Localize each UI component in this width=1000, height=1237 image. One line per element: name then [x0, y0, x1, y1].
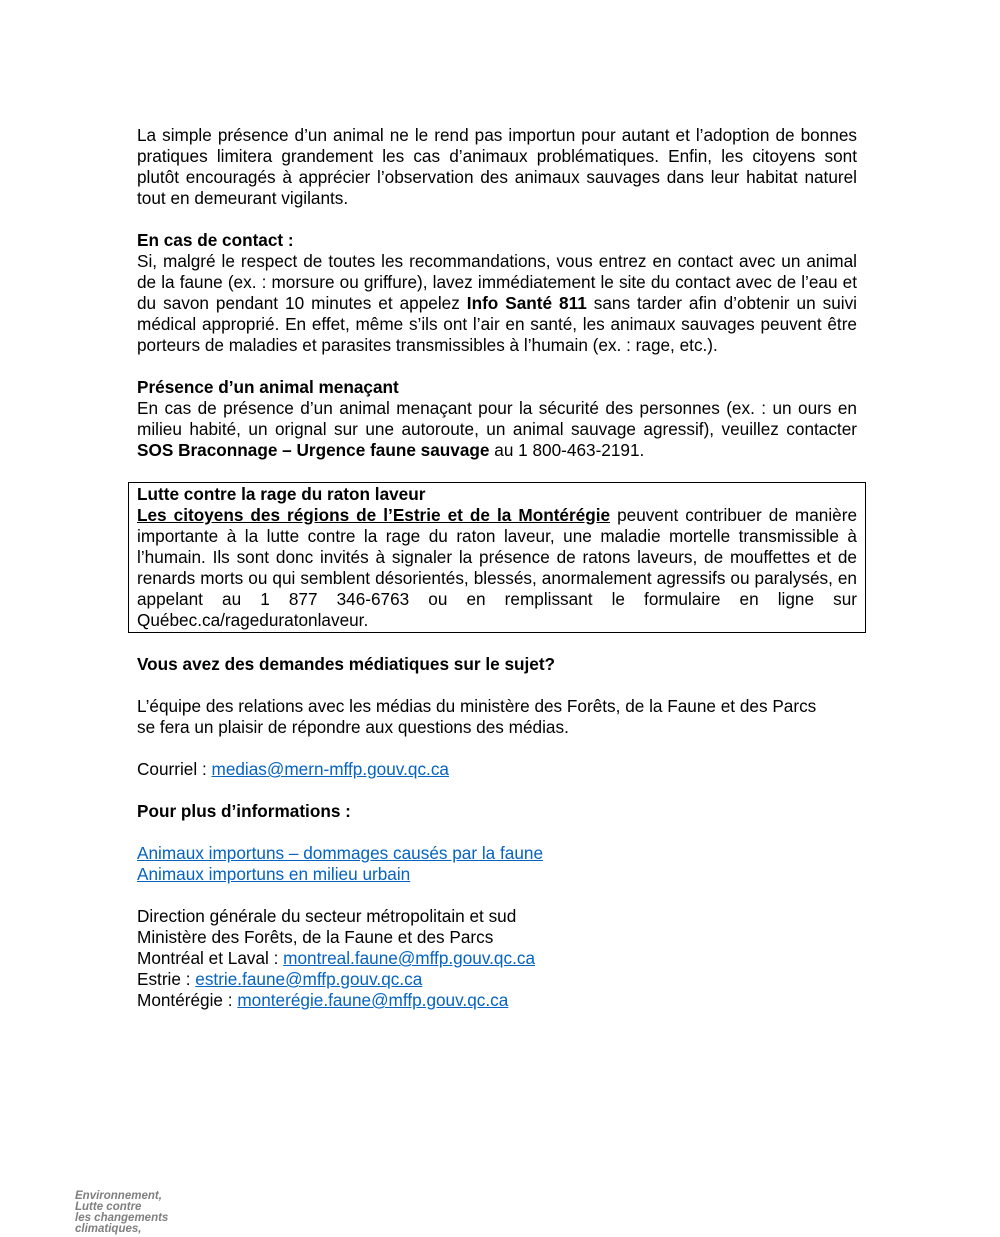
more-info-link-2-line	[137, 864, 857, 885]
urban-nuisance-animals-link[interactable]: Animaux importuns en milieu urbain	[137, 864, 411, 884]
rabies-paragraph: Les citoyens des régions de l’Estrie et de la Montérégie peuvent contribuer de manière importante à la lutte contre la rage du raton laveur, une maladie mortelle transmissible à l’humain. Ils sont donc invités à signaler la présence de ratons laveurs, de mouffettes et de renards morts ou qui semblent désorientés, blessés, anormalement agressifs ou paralysés, en appelant au 1 877 346-6763 ou en remplissant le formulaire en ligne sur Québec.ca/rageduratonlaveur.	[137, 505, 858, 630]
rabies-heading: Lutte contre la rage du raton laveur	[137, 484, 426, 504]
sos-braconnage-label: SOS Braconnage – Urgence faune sauvage	[137, 440, 490, 460]
spacer	[137, 822, 857, 843]
ministry-logo	[75, 1191, 168, 1235]
media-paragraph: L’équipe des relations avec les médias du ministère des Forêts, de la Faune et des Parcs se fera un plaisir de répondre aux questions des médias.	[137, 696, 817, 737]
spacer	[137, 633, 857, 654]
montreal-email-link[interactable]: montreal.faune@mffp.gouv.qc.ca	[283, 948, 536, 968]
spacer	[137, 461, 857, 482]
logo-line-2: Lutte contre	[75, 1201, 142, 1213]
logo-line-1: Environnement,	[75, 1190, 162, 1202]
rabies-box	[128, 482, 866, 633]
nuisance-animals-damage-link[interactable]: Animaux importuns – dommages causés par la faune	[137, 843, 544, 863]
contact-paragraph: Si, malgré le respect de toutes les recommandations, vous entrez en contact avec un animal de la faune (ex. : morsure ou griffure), lavez immédiatement le site du contact avec de l’eau et du savon pendant 10 minutes et appelez Info Santé 811 sans tarder afin d’obtenir un suivi médical approprié. En effet, même s’ils ont l’air en santé, les animaux sauvages peuvent être porteurs de maladies et parasites transmissibles à l’humain (ex. : rage, etc.).	[137, 251, 857, 355]
logo-line-4: climatiques,	[75, 1223, 142, 1235]
spacer	[137, 356, 857, 377]
monteregie-email-link[interactable]: monterégie.faune@mffp.gouv.qc.ca	[237, 990, 509, 1010]
intro-paragraph: La simple présence d’un animal ne le rend pas importun pour autant et l’adoption de bonnes pratiques limitera grandement les cas d’animaux problématiques. Enfin, les citoyens sont plutôt encouragés à apprécier l’observation des animaux sauvages dans leur habitat naturel tout en demeurant vigilants.	[137, 125, 857, 208]
directorate-line-2: Ministère des Forêts, de la Faune et des Parcs	[137, 927, 494, 947]
estrie-contact-line: Estrie : estrie.faune@mffp.gouv.qc.ca	[137, 969, 423, 989]
montreal-contact-line: Montréal et Laval : montreal.faune@mffp.gouv.qc.ca	[137, 948, 536, 968]
spacer	[137, 738, 857, 759]
rabies-regions: Les citoyens des régions de l’Estrie et de la Montérégie	[137, 505, 611, 525]
spacer	[137, 209, 857, 230]
spacer	[137, 780, 857, 801]
logo-line-3: les changements	[75, 1212, 169, 1224]
media-email-link[interactable]: medias@mern-mffp.gouv.qc.ca	[211, 759, 449, 779]
media-email-line: Courriel : medias@mern-mffp.gouv.qc.ca	[137, 759, 449, 779]
info-sante-number: Info Santé 811	[466, 293, 587, 313]
media-heading: Vous avez des demandes médiatiques sur le sujet?	[137, 654, 556, 674]
more-info-link-1-line	[137, 843, 857, 864]
spacer	[137, 675, 857, 696]
monteregie-contact-line: Montérégie : monterégie.faune@mffp.gouv.qc.ca	[137, 990, 509, 1010]
threat-heading: Présence d’un animal menaçant	[137, 377, 399, 397]
threat-paragraph: En cas de présence d’un animal menaçant pour la sécurité des personnes (ex. : un ours en milieu habité, un orignal sur une autoroute, un animal sauvage agressif), veuillez contacter SOS Braconnage – Urgence faune sauvage au 1 800-463-2191.	[137, 398, 857, 460]
more-info-heading: Pour plus d’informations :	[137, 801, 351, 821]
document-body	[137, 125, 857, 1011]
directorate-line-1: Direction générale du secteur métropolitain et sud	[137, 906, 517, 926]
spacer	[137, 885, 857, 906]
estrie-email-link[interactable]: estrie.faune@mffp.gouv.qc.ca	[195, 969, 423, 989]
contact-heading: En cas de contact :	[137, 230, 294, 250]
